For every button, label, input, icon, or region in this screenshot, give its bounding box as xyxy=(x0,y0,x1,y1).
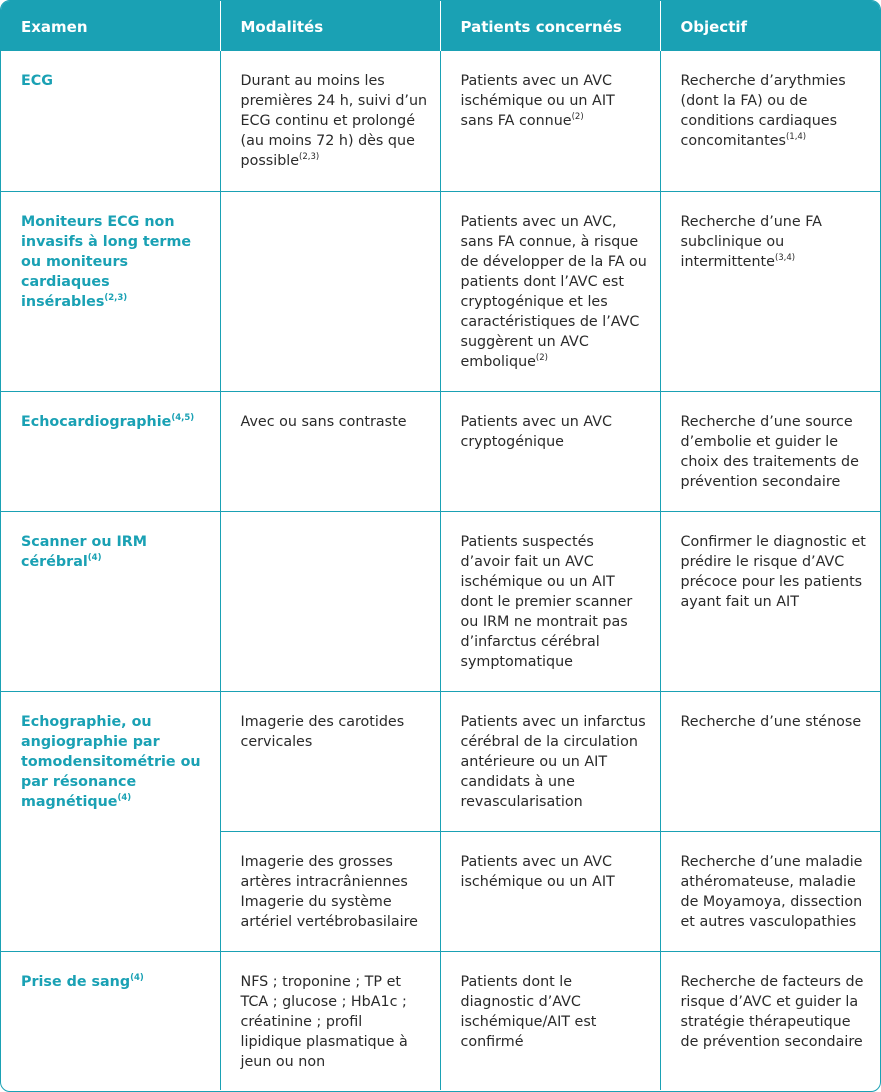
cell-modalite: Imagerie des carotides cervicales xyxy=(220,691,440,831)
cell-exam: Echocardiographie$^{(4,5)}$ xyxy=(1,391,220,511)
table-header-row xyxy=(1,1,880,51)
table-row xyxy=(1,691,880,831)
cell-modalite: NFS ; troponine ; TP et TCA ; glucose ; HbA1c ; créatinine ; profil lipidique plasmatique à jeun ou non xyxy=(220,951,440,1090)
cell-modalite xyxy=(220,511,440,691)
table-row xyxy=(1,511,880,691)
table-row xyxy=(1,51,880,191)
cell-objectif: Recherche de facteurs de risque d’AVC et guider la stratégie thérapeutique de prévention secondaire xyxy=(680,973,864,1050)
cell-patients: Patients avec un infarctus cérébral de la circulation antérieure ou un AIT candidats à une revascularisation xyxy=(440,691,660,831)
cell-patients: Patients suspectés d’avoir fait un AVC ischémique ou un AIT dont le premier scanner ou IRM ne montrait pas d’infarctus cérébral symptomatique xyxy=(440,511,660,691)
table-row xyxy=(1,951,880,1090)
table-row xyxy=(1,191,880,391)
header-modalites: Modalités xyxy=(220,1,440,51)
cell-modalite xyxy=(220,191,440,391)
cell-patients: Patients avec un AVC ischémique ou un AIT sans FA connue$^{(2)}$ xyxy=(440,51,660,191)
cell-exam: Moniteurs ECG non invasifs à long terme ou moniteurs cardiaques insérables$^{(2,3)}$ xyxy=(1,191,220,391)
cell-exam: ECG xyxy=(1,51,220,191)
header-objectif: Objectif xyxy=(660,1,880,51)
cell-objectif: Recherche d’une maladie athéromateuse, maladie de Moyamoya, dissection et autres vasculopathies xyxy=(660,831,880,951)
cell-modalite: Avec ou sans contraste xyxy=(220,391,440,511)
cell-patients: Patients dont le diagnostic d’AVC ischémique/AIT est confirmé xyxy=(440,951,660,1090)
cell-objectif: Recherche d’arythmies (dont la FA) ou de conditions cardiaques concomitantes$^{(1,4)}$ xyxy=(660,51,880,191)
cell-exam: Scanner ou IRM cérébral$^{(4)}$ xyxy=(1,511,220,691)
cell-patients: Patients avec un AVC cryptogénique xyxy=(440,391,660,511)
cell-patients: Patients avec un AVC ischémique ou un AIT xyxy=(440,831,660,951)
cell-objectif: Recherche d’une sténose xyxy=(660,691,880,831)
exam-table xyxy=(1,1,880,1090)
header-patients: Patients concernés xyxy=(440,1,660,51)
cell-objectif: Confirmer le diagnostic et prédire le risque d’AVC précoce pour les patients ayant fait un AIT xyxy=(660,511,880,691)
cell-exam: Echographie, ou angiographie par tomodensitométrie ou par résonance magnétique$^{(4)}$ xyxy=(1,691,220,951)
cell-modalite: Imagerie des grosses artères intracrâniennes Imagerie du système artériel vertébrobasilaire xyxy=(220,831,440,951)
cell-patients: Patients avec un AVC, sans FA connue, à risque de développer de la FA ou patients dont l’AVC est cryptogénique et les caractéristiques de l’AVC suggèrent un AVC embolique$^{(2)}$ xyxy=(440,191,660,391)
cell-objectif: Recherche d’une source d’embolie et guider le choix des traitements de prévention secondaire xyxy=(660,391,880,511)
cell-modalite: Durant au moins les premières 24 h, suivi d’un ECG continu et prolongé (au moins 72 h) dès que possible$^{(2,3)}$ xyxy=(220,51,440,191)
header-examen: Examen xyxy=(1,1,220,51)
table-row xyxy=(1,391,880,511)
cell-exam: Prise de sang$^{(4)}$ xyxy=(1,951,220,1090)
cell-objectif: Recherche d’une FA subclinique ou intermittente$^{(3,4)}$ xyxy=(660,191,880,391)
